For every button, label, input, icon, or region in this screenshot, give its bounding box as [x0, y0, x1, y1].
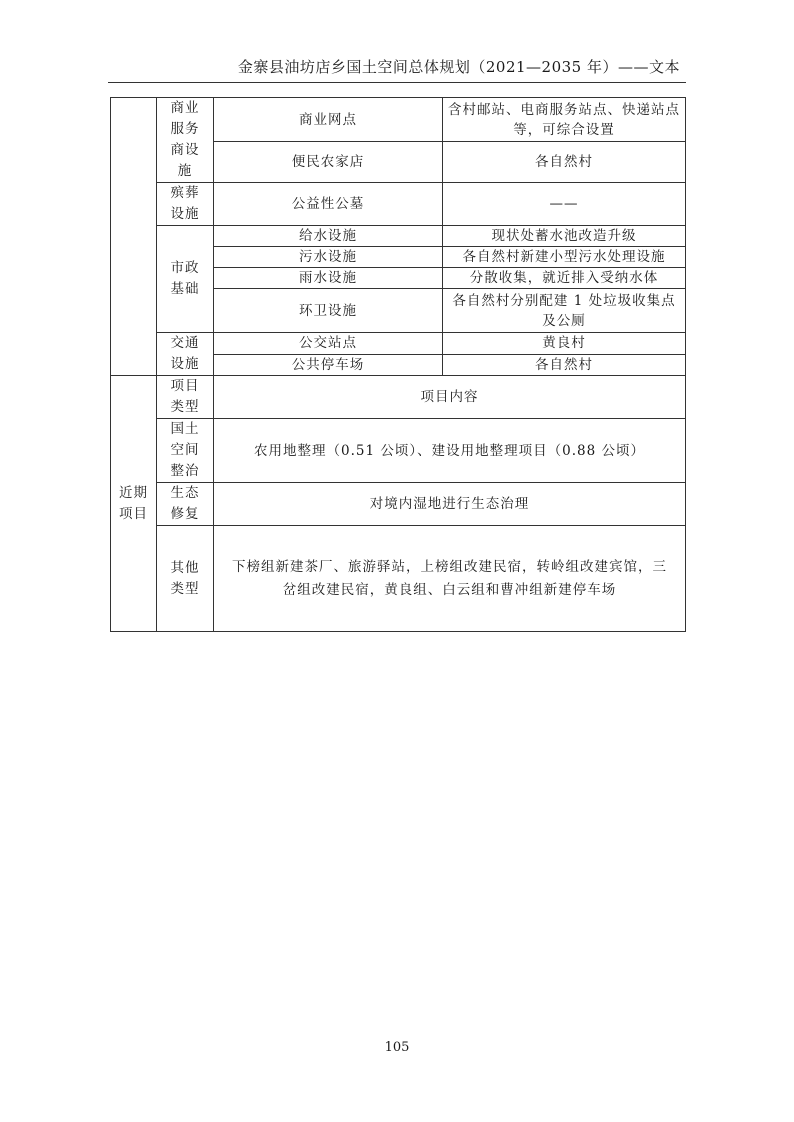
- content-cell: 各自然村新建小型污水处理设施: [443, 247, 686, 268]
- content-cell: 分散收集，就近排入受纳水体: [443, 268, 686, 289]
- content-cell: 含村邮站、电商服务站点、快递站点等，可综合设置: [443, 98, 686, 142]
- item-cell: 污水设施: [214, 247, 443, 268]
- item-cell: 公益性公墓: [214, 183, 443, 226]
- table-row: [111, 226, 686, 247]
- facilities-table: [110, 97, 686, 632]
- project-type-cell: 其他类型: [157, 526, 214, 632]
- page-number: 105: [384, 1040, 410, 1055]
- table-row: [111, 98, 686, 142]
- blank-section-cell: [111, 98, 157, 376]
- project-content-cell: 对境内湿地进行生态治理: [214, 483, 686, 526]
- project-type-cell: 国土空间整治: [157, 419, 214, 483]
- item-cell: 公共停车场: [214, 354, 443, 376]
- content-cell: 各自然村分别配建 1 处垃圾收集点及公厕: [443, 289, 686, 333]
- item-cell: 便民农家店: [214, 142, 443, 183]
- project-type-cell: 项目类型: [157, 376, 214, 419]
- table-row: [111, 526, 686, 632]
- content-cell: 现状处蓄水池改造升级: [443, 226, 686, 247]
- table-row: [111, 376, 686, 419]
- table-row: [111, 183, 686, 226]
- project-type-cell: 生态修复: [157, 483, 214, 526]
- table-row: [111, 483, 686, 526]
- item-cell: 公交站点: [214, 333, 443, 355]
- item-cell: 雨水设施: [214, 268, 443, 289]
- item-cell: 商业网点: [214, 98, 443, 142]
- content-cell: 各自然村: [443, 354, 686, 376]
- content-cell: 各自然村: [443, 142, 686, 183]
- table-row: [111, 419, 686, 483]
- category-cell: 交通设施: [157, 333, 214, 376]
- item-cell: 环卫设施: [214, 289, 443, 333]
- document-title: 金寨县油坊店乡国土空间总体规划（2021—2035 年）——文本: [237, 58, 680, 76]
- project-content-cell: 下榜组新建茶厂、旅游驿站，上榜组改建民宿，转岭组改建宾馆，三岔组改建民宿，黄良组、白云组和曹冲组新建停车场: [214, 526, 686, 632]
- project-content-cell: 农用地整理（0.51 公顷）、建设用地整理项目（0.88 公顷）: [214, 419, 686, 483]
- item-cell: 给水设施: [214, 226, 443, 247]
- content-cell: ——: [443, 183, 686, 226]
- category-cell: 市政基础: [157, 226, 214, 333]
- project-content-cell: 项目内容: [214, 376, 686, 419]
- category-cell: 商业服务商设施: [157, 98, 214, 183]
- near-term-label: 近期项目: [111, 376, 157, 632]
- content-cell: 黄良村: [443, 333, 686, 355]
- category-cell: 殡葬设施: [157, 183, 214, 226]
- page-header: [108, 55, 686, 83]
- table-row: [111, 333, 686, 355]
